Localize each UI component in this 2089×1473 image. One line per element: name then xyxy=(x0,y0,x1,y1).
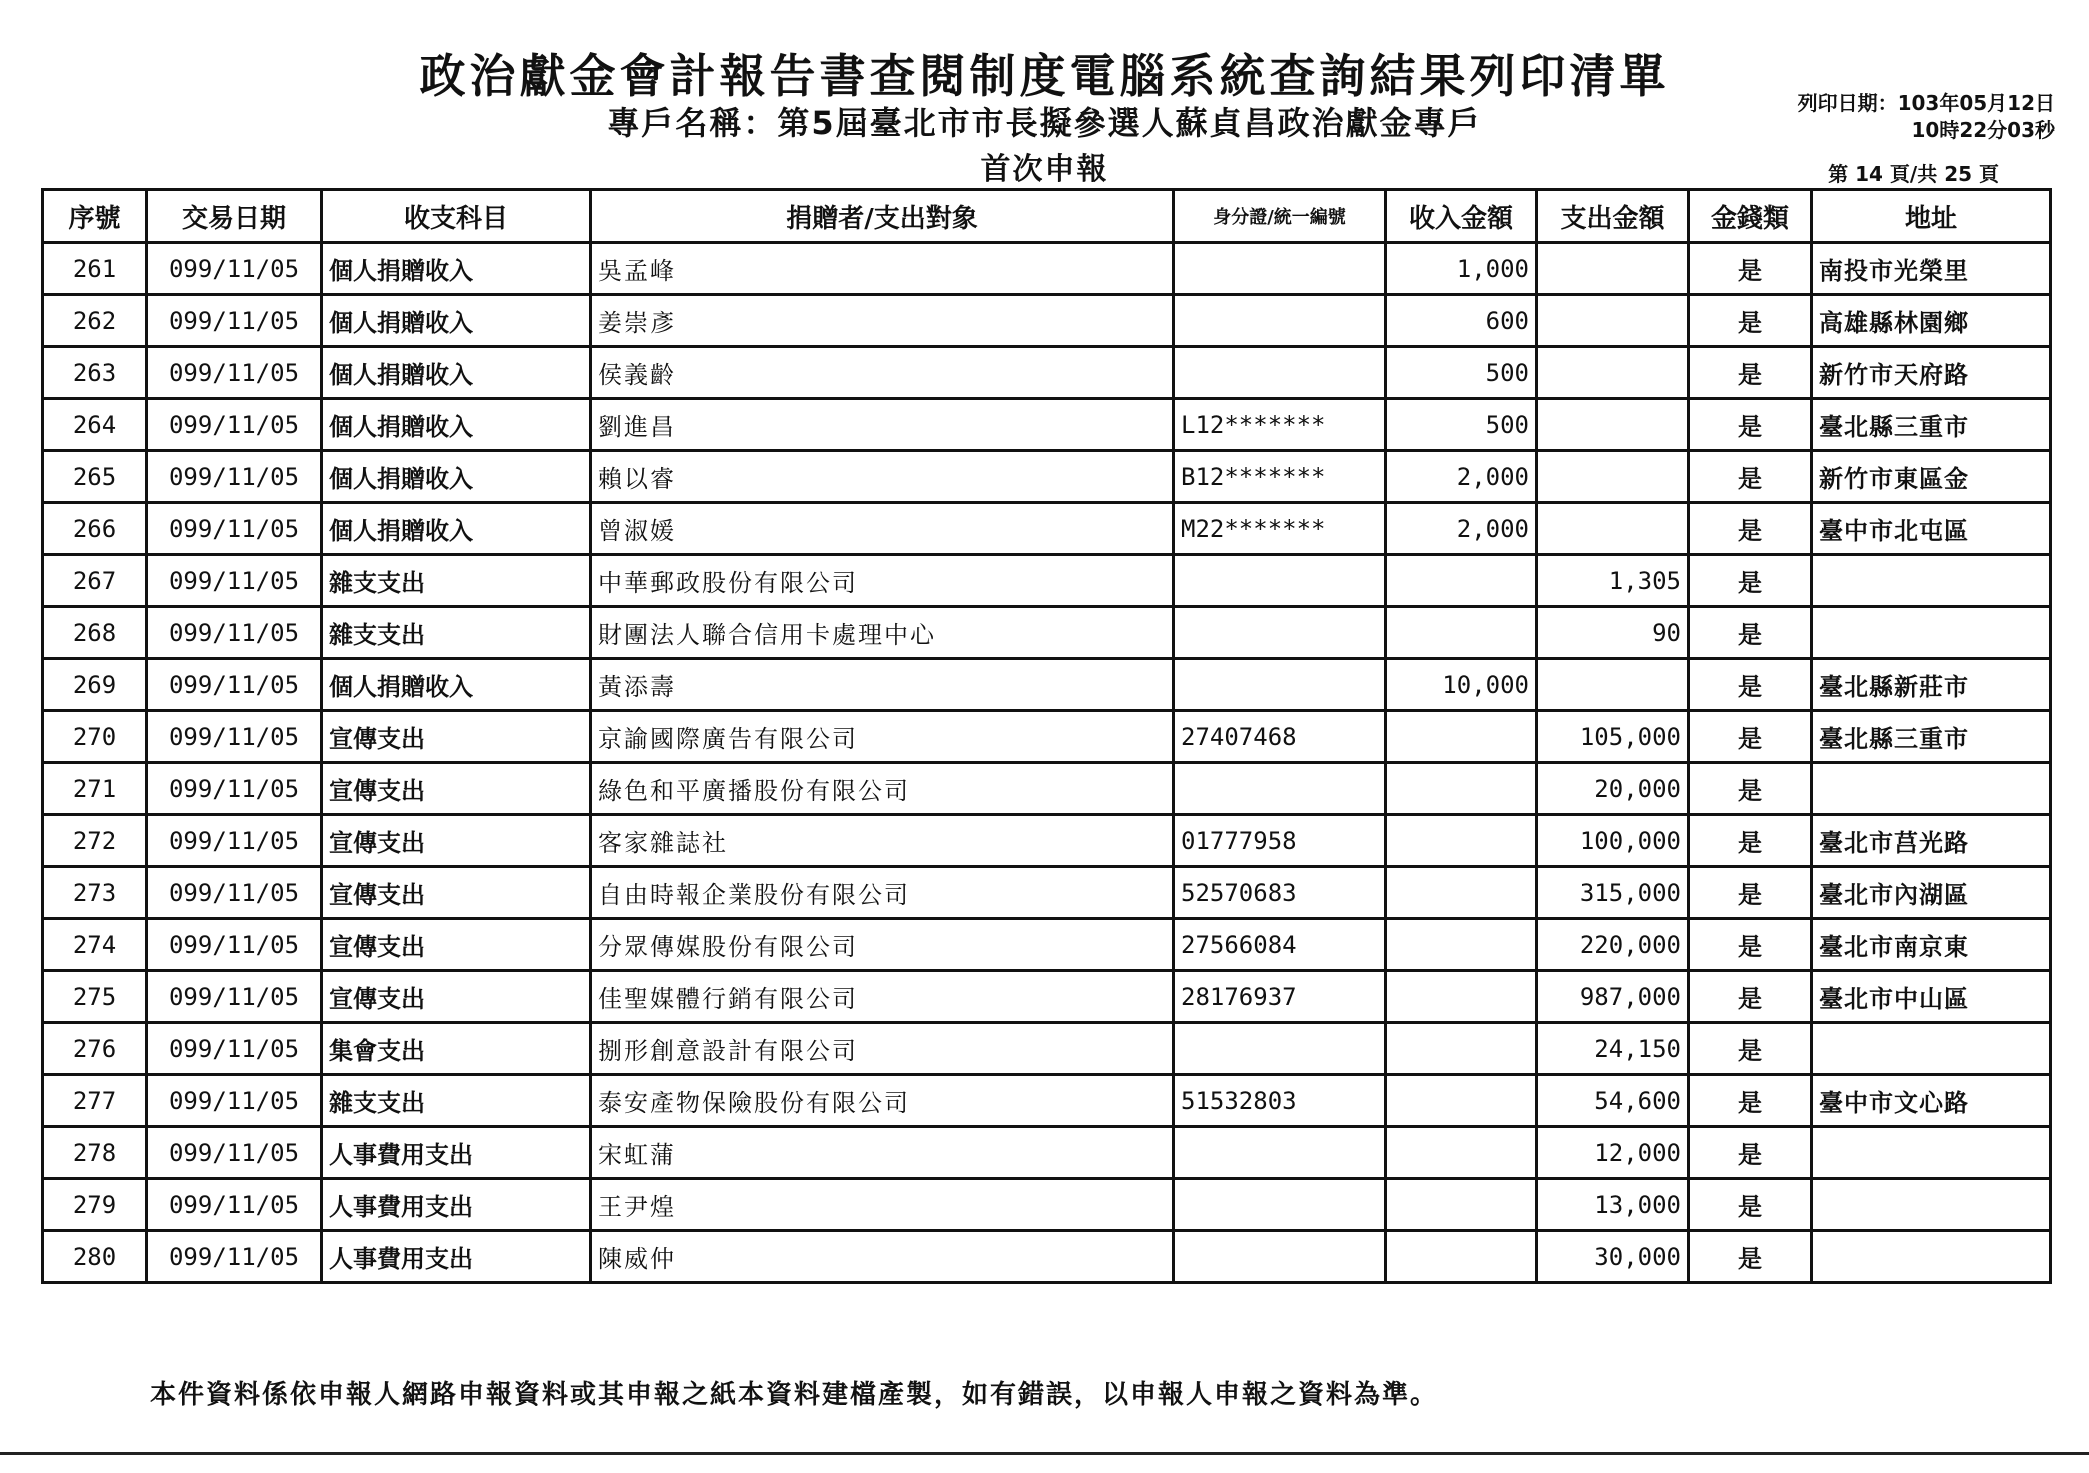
table-row xyxy=(43,1127,2051,1179)
income-amount-cell xyxy=(1386,711,1537,763)
donor-or-payee-cell: 分眾傳媒股份有限公司 xyxy=(591,919,1174,971)
col-header-expense: 支出金額 xyxy=(1537,190,1689,243)
address-cell xyxy=(1812,1179,2051,1231)
cash-flag-cell: 是 xyxy=(1689,763,1812,815)
income-amount-cell: 10,000 xyxy=(1386,659,1537,711)
expense-amount-cell xyxy=(1537,399,1689,451)
col-header-date: 交易日期 xyxy=(147,190,322,243)
account-category-cell: 個人捐贈收入 xyxy=(322,399,591,451)
id-number-cell xyxy=(1174,659,1386,711)
account-name: 專戶名稱：第5屆臺北市市長擬參選人蘇貞昌政治獻金專戶 xyxy=(607,104,1482,142)
account-category-cell: 個人捐贈收入 xyxy=(322,659,591,711)
account-category-cell: 個人捐贈收入 xyxy=(322,347,591,399)
col-header-cash: 金錢類 xyxy=(1689,190,1812,243)
donor-or-payee-cell: 自由時報企業股份有限公司 xyxy=(591,867,1174,919)
row-number-cell: 278 xyxy=(43,1127,147,1179)
col-header-id: 身分證/統一編號 xyxy=(1174,190,1386,243)
donor-or-payee-cell: 曾淑媛 xyxy=(591,503,1174,555)
donor-or-payee-cell: 黃添壽 xyxy=(591,659,1174,711)
account-category-cell: 人事費用支出 xyxy=(322,1231,591,1283)
donor-or-payee-cell: 佳聖媒體行銷有限公司 xyxy=(591,971,1174,1023)
table-row xyxy=(43,243,2051,295)
row-number-cell: 269 xyxy=(43,659,147,711)
address-cell xyxy=(1812,1231,2051,1283)
cash-flag-cell: 是 xyxy=(1689,1075,1812,1127)
id-number-cell: L12******* xyxy=(1174,399,1386,451)
cash-flag-cell: 是 xyxy=(1689,1231,1812,1283)
col-header-income: 收入金額 xyxy=(1386,190,1537,243)
print-time-line: 10時22分03秒 xyxy=(1911,118,2055,142)
row-number-cell: 263 xyxy=(43,347,147,399)
account-category-cell: 宣傳支出 xyxy=(322,919,591,971)
cash-flag-cell: 是 xyxy=(1689,1179,1812,1231)
expense-amount-cell: 220,000 xyxy=(1537,919,1689,971)
table-row xyxy=(43,347,2051,399)
address-cell: 臺北縣三重市 xyxy=(1812,399,2051,451)
cash-flag-cell: 是 xyxy=(1689,451,1812,503)
col-header-address: 地址 xyxy=(1812,190,2051,243)
id-number-cell: 28176937 xyxy=(1174,971,1386,1023)
transaction-date-cell: 099/11/05 xyxy=(147,243,322,295)
address-cell xyxy=(1812,1127,2051,1179)
expense-amount-cell xyxy=(1537,243,1689,295)
donor-or-payee-cell: 賴以睿 xyxy=(591,451,1174,503)
page-title: 政治獻金會計報告書查閱制度電腦系統查詢結果列印清單 xyxy=(419,49,1670,103)
bottom-rule xyxy=(0,1452,2089,1455)
address-cell: 臺北市莒光路 xyxy=(1812,815,2051,867)
income-amount-cell xyxy=(1386,867,1537,919)
expense-amount-cell: 987,000 xyxy=(1537,971,1689,1023)
income-amount-cell xyxy=(1386,1075,1537,1127)
row-number-cell: 276 xyxy=(43,1023,147,1075)
donor-or-payee-cell: 捌形創意設計有限公司 xyxy=(591,1023,1174,1075)
table-row xyxy=(43,867,2051,919)
address-cell: 臺北市南京東 xyxy=(1812,919,2051,971)
row-number-cell: 280 xyxy=(43,1231,147,1283)
address-cell: 臺北市內湖區 xyxy=(1812,867,2051,919)
table-header-row xyxy=(43,190,2051,243)
donor-or-payee-cell: 陳威仲 xyxy=(591,1231,1174,1283)
transaction-date-cell: 099/11/05 xyxy=(147,1023,322,1075)
cash-flag-cell: 是 xyxy=(1689,503,1812,555)
id-number-cell xyxy=(1174,1127,1386,1179)
address-cell: 新竹市東區金 xyxy=(1812,451,2051,503)
row-number-cell: 271 xyxy=(43,763,147,815)
income-amount-cell: 500 xyxy=(1386,347,1537,399)
row-number-cell: 279 xyxy=(43,1179,147,1231)
row-number-cell: 270 xyxy=(43,711,147,763)
account-category-cell: 人事費用支出 xyxy=(322,1127,591,1179)
donor-or-payee-cell: 中華郵政股份有限公司 xyxy=(591,555,1174,607)
address-cell xyxy=(1812,607,2051,659)
table-row xyxy=(43,1179,2051,1231)
cash-flag-cell: 是 xyxy=(1689,607,1812,659)
address-cell: 新竹市天府路 xyxy=(1812,347,2051,399)
row-number-cell: 275 xyxy=(43,971,147,1023)
table-row xyxy=(43,971,2051,1023)
row-number-cell: 262 xyxy=(43,295,147,347)
account-category-cell: 宣傳支出 xyxy=(322,711,591,763)
cash-flag-cell: 是 xyxy=(1689,555,1812,607)
row-number-cell: 274 xyxy=(43,919,147,971)
id-number-cell: 52570683 xyxy=(1174,867,1386,919)
donor-or-payee-cell: 王尹煌 xyxy=(591,1179,1174,1231)
donor-or-payee-cell: 客家雜誌社 xyxy=(591,815,1174,867)
id-number-cell xyxy=(1174,295,1386,347)
expense-amount-cell: 24,150 xyxy=(1537,1023,1689,1075)
donor-or-payee-cell: 京諭國際廣告有限公司 xyxy=(591,711,1174,763)
expense-amount-cell xyxy=(1537,295,1689,347)
cash-flag-cell: 是 xyxy=(1689,295,1812,347)
address-cell: 臺中市北屯區 xyxy=(1812,503,2051,555)
cash-flag-cell: 是 xyxy=(1689,399,1812,451)
address-cell: 臺中市文心路 xyxy=(1812,1075,2051,1127)
row-number-cell: 277 xyxy=(43,1075,147,1127)
id-number-cell: M22******* xyxy=(1174,503,1386,555)
transaction-date-cell: 099/11/05 xyxy=(147,867,322,919)
transaction-date-cell: 099/11/05 xyxy=(147,295,322,347)
expense-amount-cell xyxy=(1537,503,1689,555)
table-row xyxy=(43,815,2051,867)
table-row xyxy=(43,1231,2051,1283)
expense-amount-cell xyxy=(1537,347,1689,399)
income-amount-cell: 2,000 xyxy=(1386,451,1537,503)
cash-flag-cell: 是 xyxy=(1689,815,1812,867)
income-amount-cell xyxy=(1386,919,1537,971)
id-number-cell xyxy=(1174,763,1386,815)
expense-amount-cell: 54,600 xyxy=(1537,1075,1689,1127)
account-category-cell: 宣傳支出 xyxy=(322,971,591,1023)
print-date-line: 列印日期：103年05月12日 xyxy=(1797,91,2055,115)
cash-flag-cell: 是 xyxy=(1689,711,1812,763)
account-category-cell: 個人捐贈收入 xyxy=(322,295,591,347)
expense-amount-cell: 30,000 xyxy=(1537,1231,1689,1283)
table-row xyxy=(43,555,2051,607)
address-cell xyxy=(1812,555,2051,607)
id-number-cell xyxy=(1174,1179,1386,1231)
id-number-cell xyxy=(1174,243,1386,295)
income-amount-cell xyxy=(1386,763,1537,815)
expense-amount-cell xyxy=(1537,451,1689,503)
donor-or-payee-cell: 財團法人聯合信用卡處理中心 xyxy=(591,607,1174,659)
expense-amount-cell: 105,000 xyxy=(1537,711,1689,763)
col-header-no: 序號 xyxy=(43,190,147,243)
address-cell: 南投市光榮里 xyxy=(1812,243,2051,295)
transaction-date-cell: 099/11/05 xyxy=(147,1075,322,1127)
income-amount-cell: 600 xyxy=(1386,295,1537,347)
row-number-cell: 265 xyxy=(43,451,147,503)
income-amount-cell xyxy=(1386,1179,1537,1231)
page-info: 第 14 頁/共 25 頁 xyxy=(1828,162,1999,186)
address-cell: 臺北縣新莊市 xyxy=(1812,659,2051,711)
transaction-date-cell: 099/11/05 xyxy=(147,607,322,659)
transaction-date-cell: 099/11/05 xyxy=(147,399,322,451)
transaction-date-cell: 099/11/05 xyxy=(147,555,322,607)
expense-amount-cell xyxy=(1537,659,1689,711)
row-number-cell: 272 xyxy=(43,815,147,867)
id-number-cell xyxy=(1174,555,1386,607)
id-number-cell: 27407468 xyxy=(1174,711,1386,763)
donor-or-payee-cell: 綠色和平廣播股份有限公司 xyxy=(591,763,1174,815)
ledger-body xyxy=(43,243,2051,1283)
transaction-date-cell: 099/11/05 xyxy=(147,659,322,711)
cash-flag-cell: 是 xyxy=(1689,971,1812,1023)
row-number-cell: 273 xyxy=(43,867,147,919)
cash-flag-cell: 是 xyxy=(1689,1023,1812,1075)
income-amount-cell xyxy=(1386,1023,1537,1075)
account-category-cell: 雜支支出 xyxy=(322,607,591,659)
id-number-cell xyxy=(1174,347,1386,399)
table-row xyxy=(43,919,2051,971)
account-category-cell: 個人捐贈收入 xyxy=(322,451,591,503)
income-amount-cell xyxy=(1386,815,1537,867)
expense-amount-cell: 20,000 xyxy=(1537,763,1689,815)
transaction-date-cell: 099/11/05 xyxy=(147,711,322,763)
cash-flag-cell: 是 xyxy=(1689,1127,1812,1179)
income-amount-cell xyxy=(1386,607,1537,659)
donor-or-payee-cell: 泰安產物保險股份有限公司 xyxy=(591,1075,1174,1127)
account-category-cell: 人事費用支出 xyxy=(322,1179,591,1231)
table-row xyxy=(43,711,2051,763)
cash-flag-cell: 是 xyxy=(1689,867,1812,919)
account-category-cell: 宣傳支出 xyxy=(322,763,591,815)
income-amount-cell xyxy=(1386,1231,1537,1283)
table-row xyxy=(43,763,2051,815)
income-amount-cell xyxy=(1386,555,1537,607)
row-number-cell: 266 xyxy=(43,503,147,555)
transaction-date-cell: 099/11/05 xyxy=(147,503,322,555)
table-row xyxy=(43,503,2051,555)
col-header-account: 收支科目 xyxy=(322,190,591,243)
row-number-cell: 267 xyxy=(43,555,147,607)
transaction-date-cell: 099/11/05 xyxy=(147,1127,322,1179)
donor-or-payee-cell: 侯義齡 xyxy=(591,347,1174,399)
account-category-cell: 雜支支出 xyxy=(322,555,591,607)
expense-amount-cell: 100,000 xyxy=(1537,815,1689,867)
transaction-date-cell: 099/11/05 xyxy=(147,347,322,399)
id-number-cell: 01777958 xyxy=(1174,815,1386,867)
transaction-date-cell: 099/11/05 xyxy=(147,451,322,503)
donor-or-payee-cell: 劉進昌 xyxy=(591,399,1174,451)
ledger-table xyxy=(41,188,2052,1284)
cash-flag-cell: 是 xyxy=(1689,243,1812,295)
table-row xyxy=(43,1023,2051,1075)
row-number-cell: 264 xyxy=(43,399,147,451)
account-category-cell: 集會支出 xyxy=(322,1023,591,1075)
id-number-cell: B12******* xyxy=(1174,451,1386,503)
id-number-cell xyxy=(1174,1023,1386,1075)
footnote: 本件資料係依申報人網路申報資料或其申報之紙本資料建檔產製，如有錯誤，以申報人申報之資料為準。 xyxy=(150,1380,1439,1410)
expense-amount-cell: 1,305 xyxy=(1537,555,1689,607)
table-row xyxy=(43,1075,2051,1127)
table-row xyxy=(43,607,2051,659)
account-category-cell: 宣傳支出 xyxy=(322,867,591,919)
col-header-party: 捐贈者/支出對象 xyxy=(591,190,1174,243)
expense-amount-cell: 13,000 xyxy=(1537,1179,1689,1231)
income-amount-cell xyxy=(1386,1127,1537,1179)
transaction-date-cell: 099/11/05 xyxy=(147,763,322,815)
income-amount-cell: 1,000 xyxy=(1386,243,1537,295)
income-amount-cell: 2,000 xyxy=(1386,503,1537,555)
address-cell xyxy=(1812,1023,2051,1075)
table-row xyxy=(43,451,2051,503)
donor-or-payee-cell: 吳孟峰 xyxy=(591,243,1174,295)
cash-flag-cell: 是 xyxy=(1689,659,1812,711)
table-row xyxy=(43,399,2051,451)
row-number-cell: 261 xyxy=(43,243,147,295)
id-number-cell xyxy=(1174,607,1386,659)
expense-amount-cell: 12,000 xyxy=(1537,1127,1689,1179)
address-cell: 臺北縣三重市 xyxy=(1812,711,2051,763)
transaction-date-cell: 099/11/05 xyxy=(147,815,322,867)
account-category-cell: 雜支支出 xyxy=(322,1075,591,1127)
transaction-date-cell: 099/11/05 xyxy=(147,1179,322,1231)
print-date xyxy=(1798,90,2055,144)
donor-or-payee-cell: 姜崇彥 xyxy=(591,295,1174,347)
transaction-date-cell: 099/11/05 xyxy=(147,919,322,971)
cash-flag-cell: 是 xyxy=(1689,347,1812,399)
expense-amount-cell: 315,000 xyxy=(1537,867,1689,919)
account-category-cell: 個人捐贈收入 xyxy=(322,503,591,555)
address-cell: 臺北市中山區 xyxy=(1812,971,2051,1023)
transaction-date-cell: 099/11/05 xyxy=(147,1231,322,1283)
table-row xyxy=(43,659,2051,711)
address-cell: 高雄縣林園鄉 xyxy=(1812,295,2051,347)
account-category-cell: 個人捐贈收入 xyxy=(322,243,591,295)
id-number-cell: 27566084 xyxy=(1174,919,1386,971)
income-amount-cell xyxy=(1386,971,1537,1023)
account-category-cell: 宣傳支出 xyxy=(322,815,591,867)
cash-flag-cell: 是 xyxy=(1689,919,1812,971)
expense-amount-cell: 90 xyxy=(1537,607,1689,659)
transaction-date-cell: 099/11/05 xyxy=(147,971,322,1023)
address-cell xyxy=(1812,763,2051,815)
income-amount-cell: 500 xyxy=(1386,399,1537,451)
id-number-cell xyxy=(1174,1231,1386,1283)
row-number-cell: 268 xyxy=(43,607,147,659)
donor-or-payee-cell: 宋虹蒲 xyxy=(591,1127,1174,1179)
report-type: 首次申報 xyxy=(980,152,1109,187)
id-number-cell: 51532803 xyxy=(1174,1075,1386,1127)
table-row xyxy=(43,295,2051,347)
